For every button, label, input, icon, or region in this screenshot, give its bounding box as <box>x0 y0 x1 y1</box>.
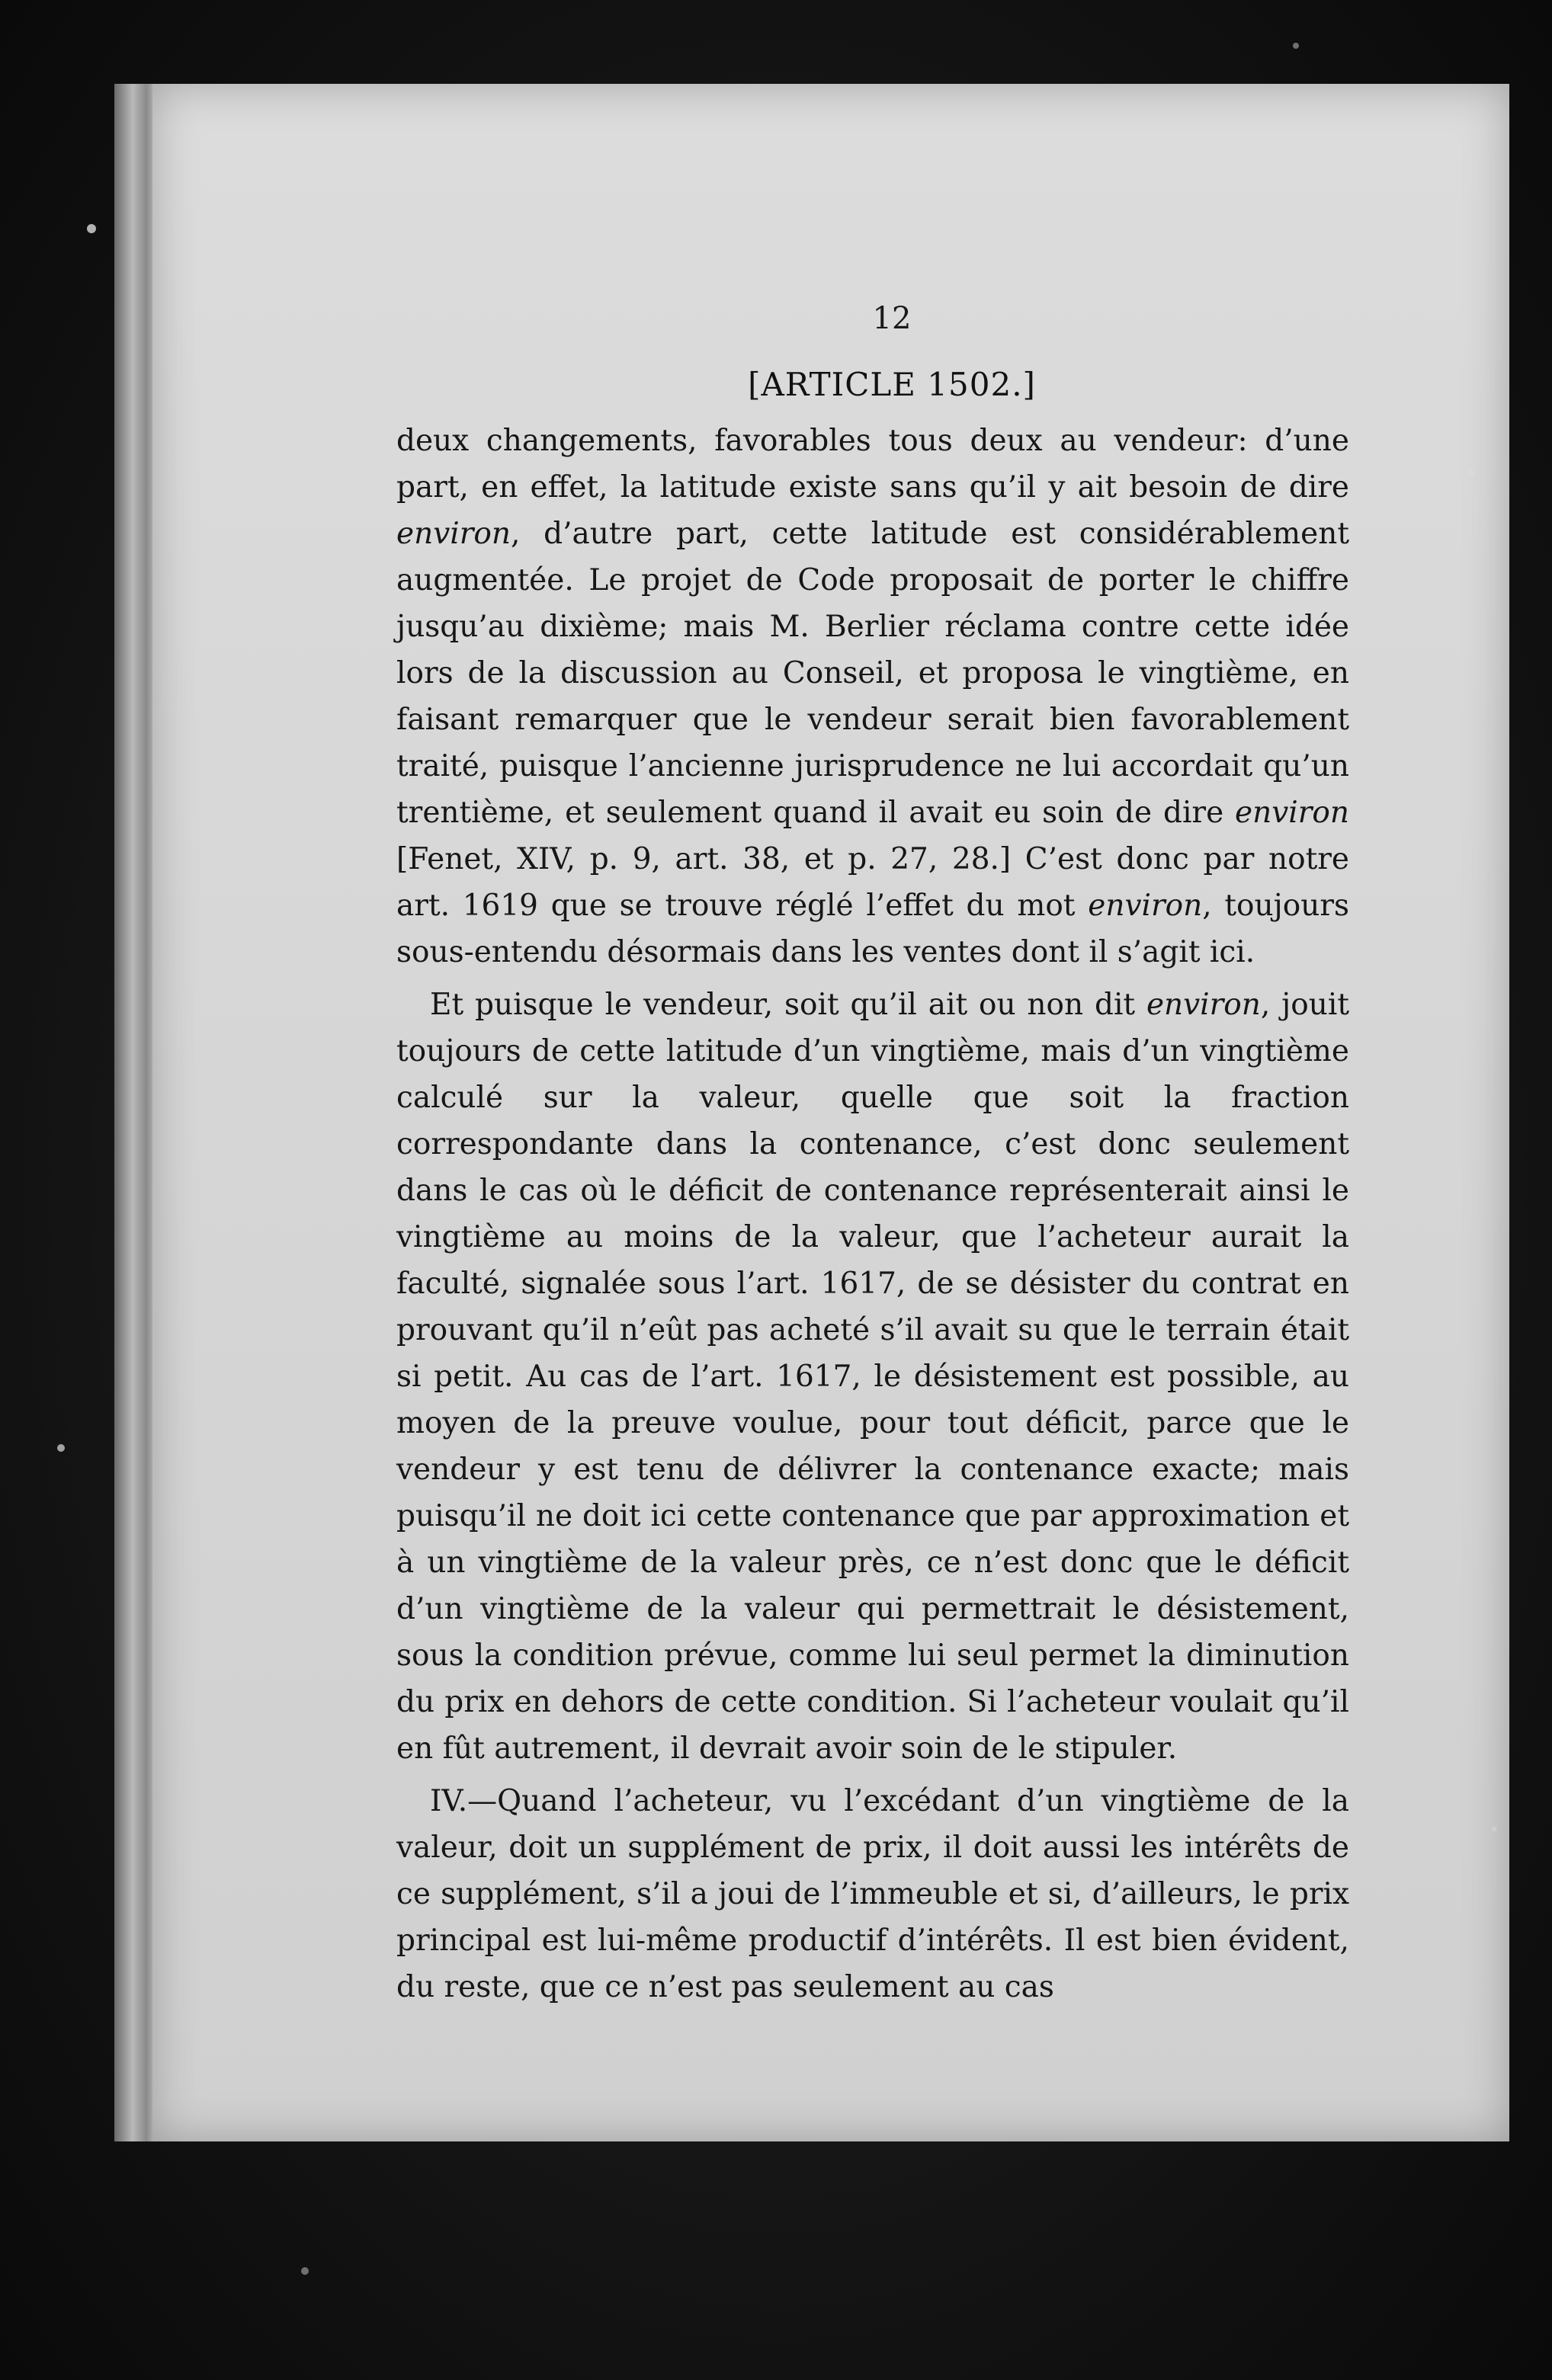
paragraph-2 <box>396 982 1349 1772</box>
italic-term: environ <box>1146 988 1261 1022</box>
paragraph-1 <box>396 418 1349 975</box>
paragraph-3 <box>396 1778 1349 2010</box>
body-text <box>396 418 1349 2010</box>
text-run: , toujours sous-entendu désormais dans les ventes dont il s’agit ici. <box>396 889 1349 969</box>
text-run: [Fenet, XIV, p. 9, art. 38, et p. 27, 28.] C’est donc par notre art. 1619 que se trouve réglé l’effet du mot <box>396 842 1349 923</box>
text-run: , d’autre part, cette latitude est considérablement augmentée. Le projet de Code proposait de porter le chiffre jusqu’au dixième; mais M. Berlier réclama contre cette idée lors de la discussion au Conseil, et proposa le vingtième, en faisant remarquer que le vendeur serait bien favorablement traité, puisque l’ancienne jurisprudence ne lui accordait qu’un trentième, et seulement quand il avait eu soin de dire <box>396 517 1349 830</box>
running-head: [ARTICLE 1502.] <box>748 366 1036 403</box>
text-run: , jouit toujours de cette latitude d’un vingtième, mais d’un vingtième calculé sur la valeur, quelle que soit la fraction correspondante dans la contenance, c’est donc seulement dans le cas où le déficit de contenance représenterait ainsi le vingtième au moins de la valeur, que l’acheteur aurait la faculté, signalée sous l’art. 1617, de se désister du contrat en prouvant qu’il n’eût pas acheté s’il avait su que le terrain était si petit. Au cas de l’art. 1617, le désistement est possible, au moyen de la preuve voulue, pour tout déficit, parce que le vendeur y est tenu de délivrer la contenance exacte; mais puisqu’il ne doit ici cette contenance que par approximation et à un vingtième de la valeur près, ce n’est donc que le déficit d’un vingtième de la valeur qui permettrait le désistement, sous la condition prévue, comme lui seul permet la diminution du prix en dehors de cette condition. Si l’acheteur voulait qu’il en fût autrement, il devrait avoir soin de le stipuler. <box>396 988 1349 1766</box>
text-run: deux changements, favorables tous deux au vendeur: d’une part, en effet, la latitude existe sans qu’il y ait besoin de dire <box>396 424 1349 505</box>
italic-term: environ <box>396 517 511 551</box>
text-run: Et puisque le vendeur, soit qu’il ait ou non dit <box>430 988 1146 1022</box>
page-number: 12 <box>872 301 912 336</box>
italic-term: environ <box>1235 796 1349 830</box>
italic-term: environ <box>1088 889 1203 923</box>
text-run: IV.—Quand l’acheteur, vu l’excédant d’un vingtième de la valeur, doit un supplément de prix, il doit aussi les intérêts de ce supplément, s’il a joui de l’immeuble et si, d’ailleurs, le prix principal est lui-même productif d’intérêts. Il est bien évident, du reste, que ce n’est pas seulement au cas <box>396 1784 1349 2004</box>
